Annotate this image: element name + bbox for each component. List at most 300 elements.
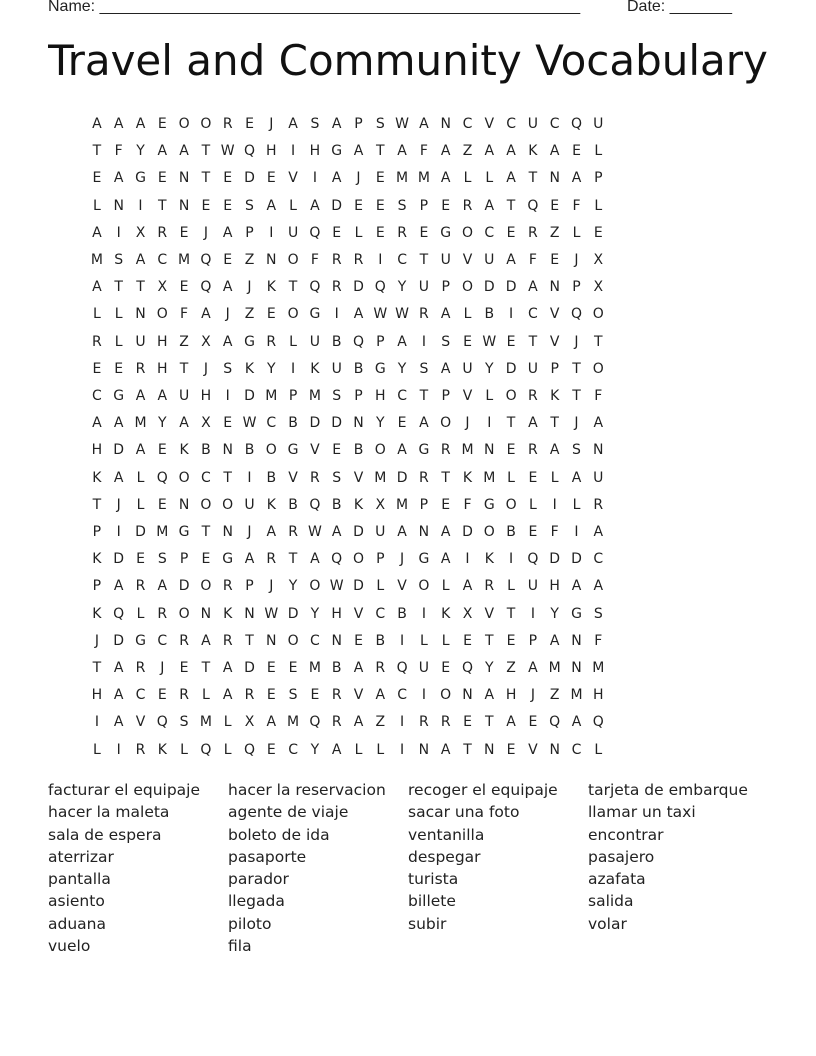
grid-letter: Y bbox=[485, 360, 494, 377]
grid-letter: Y bbox=[267, 360, 276, 377]
grid-letter: B bbox=[353, 360, 364, 377]
grid-letter: T bbox=[506, 605, 516, 622]
grid-letter: C bbox=[484, 224, 495, 241]
grid-letter: K bbox=[92, 469, 102, 486]
grid-letter: A bbox=[113, 660, 124, 676]
grid-letter: S bbox=[332, 469, 342, 486]
grid-letter: E bbox=[506, 632, 516, 649]
grid-letter: T bbox=[288, 279, 298, 296]
grid-letter: J bbox=[465, 415, 470, 432]
grid-letter: C bbox=[593, 551, 604, 568]
grid-letter: A bbox=[92, 415, 102, 432]
grid-letter: O bbox=[440, 415, 452, 432]
grid-letter: I bbox=[552, 496, 557, 513]
grid-letter: M bbox=[134, 415, 147, 432]
grid-letter: Q bbox=[352, 333, 364, 350]
grid-letter: A bbox=[179, 143, 189, 160]
grid-letter: Q bbox=[156, 469, 168, 486]
grid-letter: S bbox=[441, 333, 451, 350]
word-list-item: pantalla bbox=[48, 870, 111, 889]
grid-letter: X bbox=[201, 415, 211, 432]
grid-letter: Q bbox=[200, 741, 212, 758]
grid-letter: T bbox=[506, 197, 516, 214]
grid-letter: B bbox=[397, 605, 407, 622]
grid-letter: T bbox=[114, 279, 123, 296]
grid-letter: N bbox=[113, 197, 124, 214]
grid-letter: A bbox=[113, 687, 124, 704]
grid-letter: Y bbox=[310, 605, 320, 622]
grid-letter: I bbox=[400, 741, 405, 758]
grid-letter: R bbox=[288, 524, 298, 540]
grid-letter: Y bbox=[136, 143, 145, 160]
grid-letter: I bbox=[421, 687, 426, 704]
grid-letter: B bbox=[484, 306, 495, 323]
grid-letter: M bbox=[548, 660, 561, 676]
grid-letter: E bbox=[463, 333, 472, 350]
grid-letter: L bbox=[594, 197, 603, 214]
grid-letter: A bbox=[440, 306, 451, 323]
grid-letter: L bbox=[441, 632, 450, 649]
grid-letter: E bbox=[332, 442, 342, 459]
grid-letter: Q bbox=[570, 116, 582, 132]
grid-letter: X bbox=[201, 333, 211, 350]
grid-letter: P bbox=[594, 170, 603, 187]
grid-letter: L bbox=[485, 388, 494, 404]
grid-letter: A bbox=[310, 197, 320, 214]
grid-letter: Z bbox=[549, 687, 560, 704]
grid-letter: A bbox=[92, 224, 102, 241]
grid-letter: A bbox=[135, 442, 146, 459]
word-list-item: boleto de ida bbox=[228, 825, 330, 844]
grid-letter: L bbox=[376, 578, 385, 595]
grid-letter: G bbox=[135, 170, 146, 187]
grid-letter: Y bbox=[485, 660, 494, 676]
grid-letter: K bbox=[266, 496, 276, 513]
grid-letter: E bbox=[441, 660, 451, 676]
grid-letter: H bbox=[157, 360, 168, 377]
grid-letter: W bbox=[264, 605, 279, 622]
grid-letter: P bbox=[441, 279, 450, 296]
grid-letter: K bbox=[92, 551, 102, 568]
grid-letter: Y bbox=[376, 415, 385, 432]
grid-letter: A bbox=[92, 279, 102, 296]
grid-letter: U bbox=[375, 524, 386, 540]
grid-letter: N bbox=[549, 741, 560, 758]
grid-letter: R bbox=[222, 632, 233, 649]
grid-letter: E bbox=[266, 170, 276, 187]
grid-letter: A bbox=[397, 143, 407, 160]
word-list-item: piloto bbox=[228, 914, 272, 933]
grid-letter: L bbox=[223, 714, 232, 731]
grid-letter: A bbox=[375, 687, 386, 704]
grid-letter: L bbox=[594, 741, 603, 758]
grid-letter: I bbox=[116, 224, 121, 241]
grid-letter: U bbox=[244, 496, 255, 513]
grid-letter: N bbox=[178, 197, 190, 214]
grid-letter: N bbox=[484, 741, 495, 758]
grid-letter: H bbox=[505, 687, 517, 704]
grid-letter: V bbox=[484, 116, 495, 132]
grid-letter: H bbox=[91, 687, 103, 704]
grid-letter: R bbox=[484, 578, 495, 595]
grid-letter: E bbox=[550, 252, 560, 268]
grid-letter: E bbox=[506, 333, 516, 350]
grid-letter: E bbox=[288, 660, 298, 676]
grid-letter: C bbox=[397, 687, 407, 704]
grid-letter: P bbox=[354, 116, 363, 132]
grid-letter: A bbox=[506, 252, 516, 268]
grid-letter: R bbox=[440, 714, 451, 731]
grid-letter: G bbox=[374, 360, 386, 377]
grid-letter: M bbox=[483, 469, 496, 486]
grid-letter: L bbox=[463, 306, 472, 323]
grid-letter: O bbox=[287, 632, 299, 649]
grid-letter: I bbox=[400, 632, 405, 649]
grid-letter: O bbox=[440, 687, 452, 704]
grid-letter: D bbox=[353, 279, 364, 296]
grid-letter: L bbox=[114, 306, 123, 323]
grid-letter: R bbox=[266, 333, 277, 350]
grid-letter: I bbox=[312, 170, 317, 187]
grid-letter: N bbox=[353, 415, 364, 432]
grid-letter: F bbox=[310, 252, 319, 268]
grid-letter: A bbox=[593, 578, 604, 595]
grid-letter: Y bbox=[288, 578, 298, 595]
grid-letter: R bbox=[179, 687, 189, 704]
grid-letter: E bbox=[223, 197, 233, 214]
grid-letter: X bbox=[375, 496, 386, 513]
word-list-item: billete bbox=[408, 892, 456, 911]
grid-letter: E bbox=[223, 252, 233, 268]
word-list-item: vuelo bbox=[48, 937, 91, 956]
grid-letter: R bbox=[593, 496, 604, 513]
grid-letter: T bbox=[288, 551, 298, 568]
grid-letter: L bbox=[507, 578, 515, 595]
grid-letter: P bbox=[572, 279, 581, 296]
grid-letter: X bbox=[462, 605, 473, 622]
grid-letter: T bbox=[550, 415, 559, 432]
grid-letter: U bbox=[527, 360, 539, 377]
grid-letter: U bbox=[462, 360, 473, 377]
grid-letter: K bbox=[223, 605, 233, 622]
grid-letter: L bbox=[289, 333, 297, 350]
grid-letter: E bbox=[157, 442, 167, 459]
grid-letter: G bbox=[309, 306, 321, 323]
grid-letter: F bbox=[463, 496, 472, 513]
grid-letter: D bbox=[287, 605, 299, 622]
grid-letter: B bbox=[201, 442, 211, 459]
grid-letter: E bbox=[179, 660, 189, 676]
grid-letter: A bbox=[571, 170, 582, 187]
grid-letter: A bbox=[571, 469, 582, 486]
grid-letter: L bbox=[485, 170, 494, 187]
grid-letter: E bbox=[528, 714, 538, 731]
grid-letter: A bbox=[179, 415, 189, 432]
grid-letter: N bbox=[331, 632, 342, 649]
grid-letter: F bbox=[594, 632, 603, 649]
grid-letter: R bbox=[92, 333, 102, 350]
grid-letter: D bbox=[178, 578, 190, 595]
grid-letter: Q bbox=[309, 496, 321, 513]
grid-letter: R bbox=[375, 660, 386, 676]
grid-letter: N bbox=[222, 524, 233, 540]
grid-letter: R bbox=[419, 306, 429, 323]
grid-letter: O bbox=[461, 279, 473, 296]
grid-letter: F bbox=[114, 143, 123, 160]
grid-letter: T bbox=[92, 660, 102, 676]
grid-letter: P bbox=[92, 578, 102, 595]
grid-letter: J bbox=[530, 687, 535, 704]
grid-letter: Z bbox=[244, 306, 255, 323]
grid-letter: E bbox=[354, 632, 363, 649]
grid-letter: G bbox=[113, 388, 125, 404]
grid-letter: T bbox=[506, 415, 516, 432]
grid-letter: B bbox=[506, 524, 516, 540]
grid-letter: H bbox=[91, 442, 103, 459]
grid-letter: R bbox=[353, 252, 364, 268]
grid-letter: J bbox=[400, 551, 405, 568]
word-list-item: ventanilla bbox=[408, 825, 485, 844]
grid-letter: T bbox=[419, 388, 429, 404]
grid-letter: J bbox=[269, 578, 274, 595]
grid-letter: R bbox=[397, 224, 407, 241]
grid-letter: A bbox=[222, 333, 233, 350]
grid-letter: V bbox=[310, 442, 320, 459]
grid-letter: R bbox=[331, 279, 342, 296]
grid-letter: A bbox=[331, 741, 342, 758]
grid-letter: R bbox=[222, 578, 233, 595]
grid-letter: J bbox=[356, 170, 361, 187]
grid-letter: G bbox=[331, 143, 343, 160]
grid-letter: M bbox=[90, 252, 103, 268]
grid-letter: Q bbox=[200, 252, 212, 268]
grid-letter: C bbox=[266, 415, 277, 432]
word-list-item: fila bbox=[228, 937, 252, 956]
grid-letter: Z bbox=[506, 660, 516, 676]
grid-letter: T bbox=[201, 170, 211, 187]
grid-letter: A bbox=[266, 714, 277, 731]
grid-letter: A bbox=[397, 333, 407, 350]
grid-letter: G bbox=[244, 333, 255, 350]
grid-letter: U bbox=[484, 252, 495, 268]
grid-letter: W bbox=[482, 333, 497, 350]
grid-letter: A bbox=[571, 714, 582, 731]
grid-letter: N bbox=[222, 442, 233, 459]
grid-letter: P bbox=[179, 551, 189, 568]
grid-letter: L bbox=[92, 197, 101, 214]
grid-letter: N bbox=[549, 279, 560, 296]
grid-letter: T bbox=[528, 170, 538, 187]
page-title: Travel and Community Vocabulary bbox=[48, 36, 768, 85]
grid-letter: A bbox=[331, 116, 342, 132]
grid-letter: R bbox=[179, 632, 189, 649]
grid-letter: A bbox=[222, 279, 233, 296]
grid-letter: D bbox=[505, 360, 517, 377]
grid-letter: M bbox=[570, 687, 583, 704]
grid-letter: Q bbox=[527, 551, 539, 568]
worksheet-header bbox=[48, 0, 748, 20]
grid-letter: E bbox=[593, 224, 603, 241]
grid-letter: A bbox=[506, 143, 516, 160]
grid-letter: A bbox=[549, 143, 560, 160]
grid-letter: H bbox=[549, 578, 560, 595]
grid-letter: L bbox=[354, 741, 363, 758]
grid-letter: R bbox=[331, 714, 342, 731]
grid-letter: Q bbox=[549, 714, 561, 731]
word-list-item: llamar un taxi bbox=[588, 803, 696, 822]
grid-letter: L bbox=[223, 741, 232, 758]
grid-letter: G bbox=[178, 524, 190, 540]
grid-letter: G bbox=[571, 605, 582, 622]
grid-letter: J bbox=[574, 333, 579, 350]
grid-letter: D bbox=[396, 469, 408, 486]
grid-letter: E bbox=[506, 741, 516, 758]
grid-letter: B bbox=[375, 632, 386, 649]
grid-letter: D bbox=[244, 388, 255, 404]
word-list-item: volar bbox=[588, 914, 627, 933]
grid-letter: A bbox=[113, 714, 124, 731]
grid-letter: J bbox=[94, 632, 99, 649]
grid-letter: W bbox=[220, 143, 235, 160]
grid-letter: A bbox=[157, 143, 168, 160]
grid-letter: A bbox=[440, 143, 451, 160]
grid-letter: B bbox=[331, 496, 342, 513]
grid-letter: C bbox=[135, 687, 146, 704]
grid-letter: K bbox=[353, 496, 364, 513]
grid-letter: D bbox=[462, 524, 473, 540]
grid-letter: G bbox=[135, 632, 146, 649]
grid-letter: O bbox=[592, 360, 604, 377]
grid-letter: O bbox=[483, 524, 495, 540]
grid-letter: Y bbox=[397, 279, 407, 296]
grid-letter: N bbox=[571, 660, 582, 676]
grid-letter: V bbox=[549, 306, 560, 323]
grid-letter: Q bbox=[374, 279, 386, 296]
grid-letter: I bbox=[138, 197, 143, 214]
grid-letter: D bbox=[483, 279, 495, 296]
grid-letter: Q bbox=[570, 306, 582, 323]
grid-letter: T bbox=[201, 660, 211, 676]
grid-letter: V bbox=[288, 170, 298, 187]
grid-letter: P bbox=[528, 632, 538, 649]
grid-letter: M bbox=[265, 388, 278, 404]
grid-letter: T bbox=[419, 252, 429, 268]
grid-letter: L bbox=[289, 197, 297, 214]
grid-letter: M bbox=[396, 496, 409, 513]
grid-letter: O bbox=[352, 551, 364, 568]
grid-letter: E bbox=[179, 279, 189, 296]
grid-letter: N bbox=[200, 605, 212, 622]
grid-letter: D bbox=[353, 578, 364, 595]
grid-letter: V bbox=[484, 605, 495, 622]
grid-letter: A bbox=[353, 143, 364, 160]
grid-letter: H bbox=[157, 333, 168, 350]
date-field-label: Date: _______ bbox=[627, 0, 732, 15]
grid-letter: H bbox=[309, 143, 321, 160]
grid-letter: C bbox=[549, 116, 560, 132]
grid-letter: S bbox=[245, 197, 254, 214]
grid-letter: G bbox=[440, 224, 452, 241]
word-list-item: pasaporte bbox=[228, 847, 307, 866]
grid-letter: D bbox=[309, 415, 321, 432]
grid-letter: T bbox=[223, 469, 232, 486]
grid-letter: C bbox=[506, 116, 516, 132]
grid-letter: V bbox=[462, 252, 473, 268]
grid-letter: N bbox=[549, 170, 560, 187]
grid-letter: C bbox=[571, 741, 582, 758]
grid-letter: J bbox=[160, 660, 165, 676]
grid-letter: L bbox=[376, 741, 385, 758]
grid-letter: M bbox=[199, 714, 212, 731]
grid-letter: N bbox=[484, 442, 495, 459]
grid-letter: A bbox=[331, 524, 342, 540]
grid-letter: S bbox=[572, 442, 581, 459]
grid-letter: A bbox=[506, 170, 516, 187]
grid-letter: A bbox=[528, 660, 538, 676]
grid-letter: A bbox=[419, 116, 429, 132]
grid-letter: A bbox=[506, 714, 516, 731]
grid-letter: T bbox=[594, 333, 603, 350]
grid-letter: J bbox=[574, 415, 579, 432]
grid-letter: E bbox=[266, 660, 276, 676]
grid-letter: T bbox=[485, 714, 494, 731]
grid-letter: M bbox=[417, 170, 430, 187]
grid-letter: N bbox=[571, 632, 582, 649]
grid-letter: S bbox=[179, 714, 189, 731]
grid-letter: D bbox=[331, 197, 343, 214]
grid-letter: O bbox=[505, 388, 517, 404]
grid-letter: S bbox=[310, 116, 320, 132]
grid-letter: T bbox=[441, 469, 450, 486]
grid-letter: A bbox=[440, 360, 451, 377]
grid-letter: E bbox=[92, 170, 102, 187]
grid-letter: I bbox=[116, 741, 121, 758]
word-list-item: agente de viaje bbox=[228, 803, 349, 822]
grid-letter: A bbox=[419, 415, 429, 432]
grid-letter: Q bbox=[243, 143, 255, 160]
grid-letter: E bbox=[201, 551, 211, 568]
grid-letter: W bbox=[395, 116, 409, 132]
grid-letter: N bbox=[266, 252, 277, 268]
grid-letter: E bbox=[245, 116, 254, 132]
grid-letter: O bbox=[178, 469, 190, 486]
grid-letter: A bbox=[157, 578, 168, 595]
grid-letter: A bbox=[157, 388, 168, 404]
grid-letter: L bbox=[528, 496, 537, 513]
word-list-item: aduana bbox=[48, 914, 106, 933]
grid-letter: V bbox=[353, 605, 364, 622]
grid-letter: J bbox=[247, 279, 252, 296]
grid-letter: K bbox=[484, 551, 494, 568]
grid-letter: F bbox=[419, 143, 428, 160]
word-list-item: asiento bbox=[48, 892, 105, 911]
grid-letter: E bbox=[506, 224, 516, 241]
grid-letter: W bbox=[373, 306, 388, 323]
grid-letter: E bbox=[572, 143, 581, 160]
grid-letter: E bbox=[375, 170, 385, 187]
grid-letter: R bbox=[331, 687, 342, 704]
grid-letter: A bbox=[440, 551, 451, 568]
grid-letter: L bbox=[594, 143, 603, 160]
grid-letter: Q bbox=[396, 660, 408, 676]
word-list-item: pasajero bbox=[588, 847, 655, 866]
grid-letter: I bbox=[530, 605, 535, 622]
grid-letter: A bbox=[440, 170, 451, 187]
grid-letter: O bbox=[418, 578, 430, 595]
grid-letter: B bbox=[331, 660, 342, 676]
word-list-column bbox=[228, 779, 408, 957]
grid-letter: Z bbox=[375, 714, 386, 731]
